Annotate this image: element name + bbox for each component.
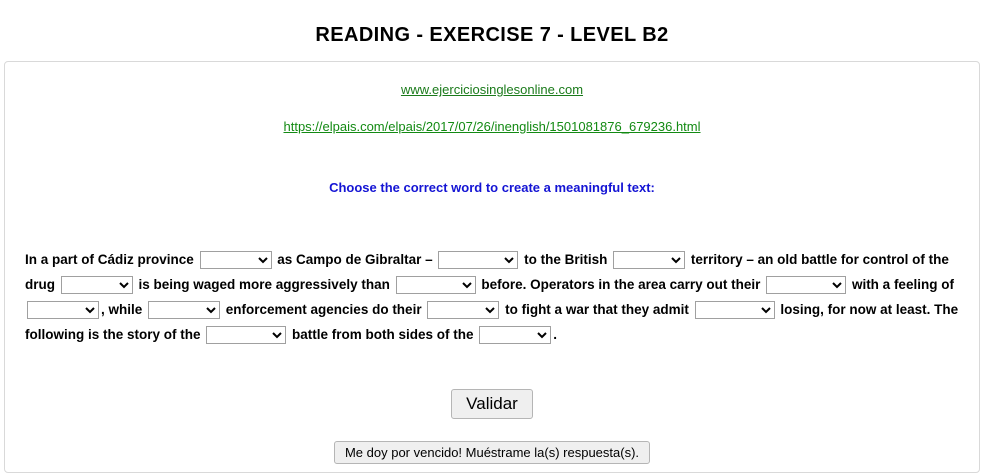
cloze-select-gap9[interactable] [427,301,499,319]
give-up-button[interactable]: Me doy por vencido! Muéstrame la(s) respuesta(s). [334,441,650,464]
cloze-text: to fight a war that they admit [501,302,693,317]
cloze-select-gap6[interactable] [766,276,846,294]
page-title: READING - EXERCISE 7 - LEVEL B2 [315,24,669,46]
site-link-row [15,82,969,97]
actions-row [15,389,969,419]
source-link[interactable]: https://elpais.com/elpais/2017/07/26/inenglish/1501081876_679236.html [283,119,701,134]
cloze-text: as Campo de Gibraltar – [273,252,437,267]
cloze-text: with a feeling of [848,277,954,292]
cloze-select-gap10[interactable] [695,301,775,319]
site-link[interactable]: www.ejerciciosinglesonline.com [400,82,584,97]
give-up-row [15,441,969,464]
cloze-text: before. Operators in the area carry out their [477,277,765,292]
cloze-select-gap11[interactable] [206,326,286,344]
cloze-text: enforcement agencies do their [222,302,426,317]
cloze-text: battle from both sides of the [288,327,478,342]
cloze-select-gap7[interactable] [27,301,99,319]
cloze-text: to the British [520,252,612,267]
cloze-text: territory – an old battle for control of the drug [25,252,949,292]
cloze-text: is being waged more aggressively than [134,277,394,292]
cloze-text: In a part of Cádiz province [25,252,198,267]
cloze-select-gap8[interactable] [148,301,220,319]
source-link-row [15,119,969,134]
cloze-select-gap2[interactable] [438,251,518,269]
cloze-text: , while [101,302,147,317]
cloze-select-gap5[interactable] [396,276,476,294]
cloze-text: . [553,327,558,342]
exercise-frame [4,61,980,473]
validate-button[interactable]: Validar [451,389,533,419]
cloze-paragraph [15,247,969,347]
cloze-select-gap3[interactable] [613,251,685,269]
cloze-select-gap1[interactable] [200,251,272,269]
instruction-text: Choose the correct word to create a meaningful text: [329,180,655,195]
cloze-select-gap12[interactable] [479,326,551,344]
cloze-select-gap4[interactable] [61,276,133,294]
cloze-text: losing, for now at least. The following is the story of the [25,302,959,342]
